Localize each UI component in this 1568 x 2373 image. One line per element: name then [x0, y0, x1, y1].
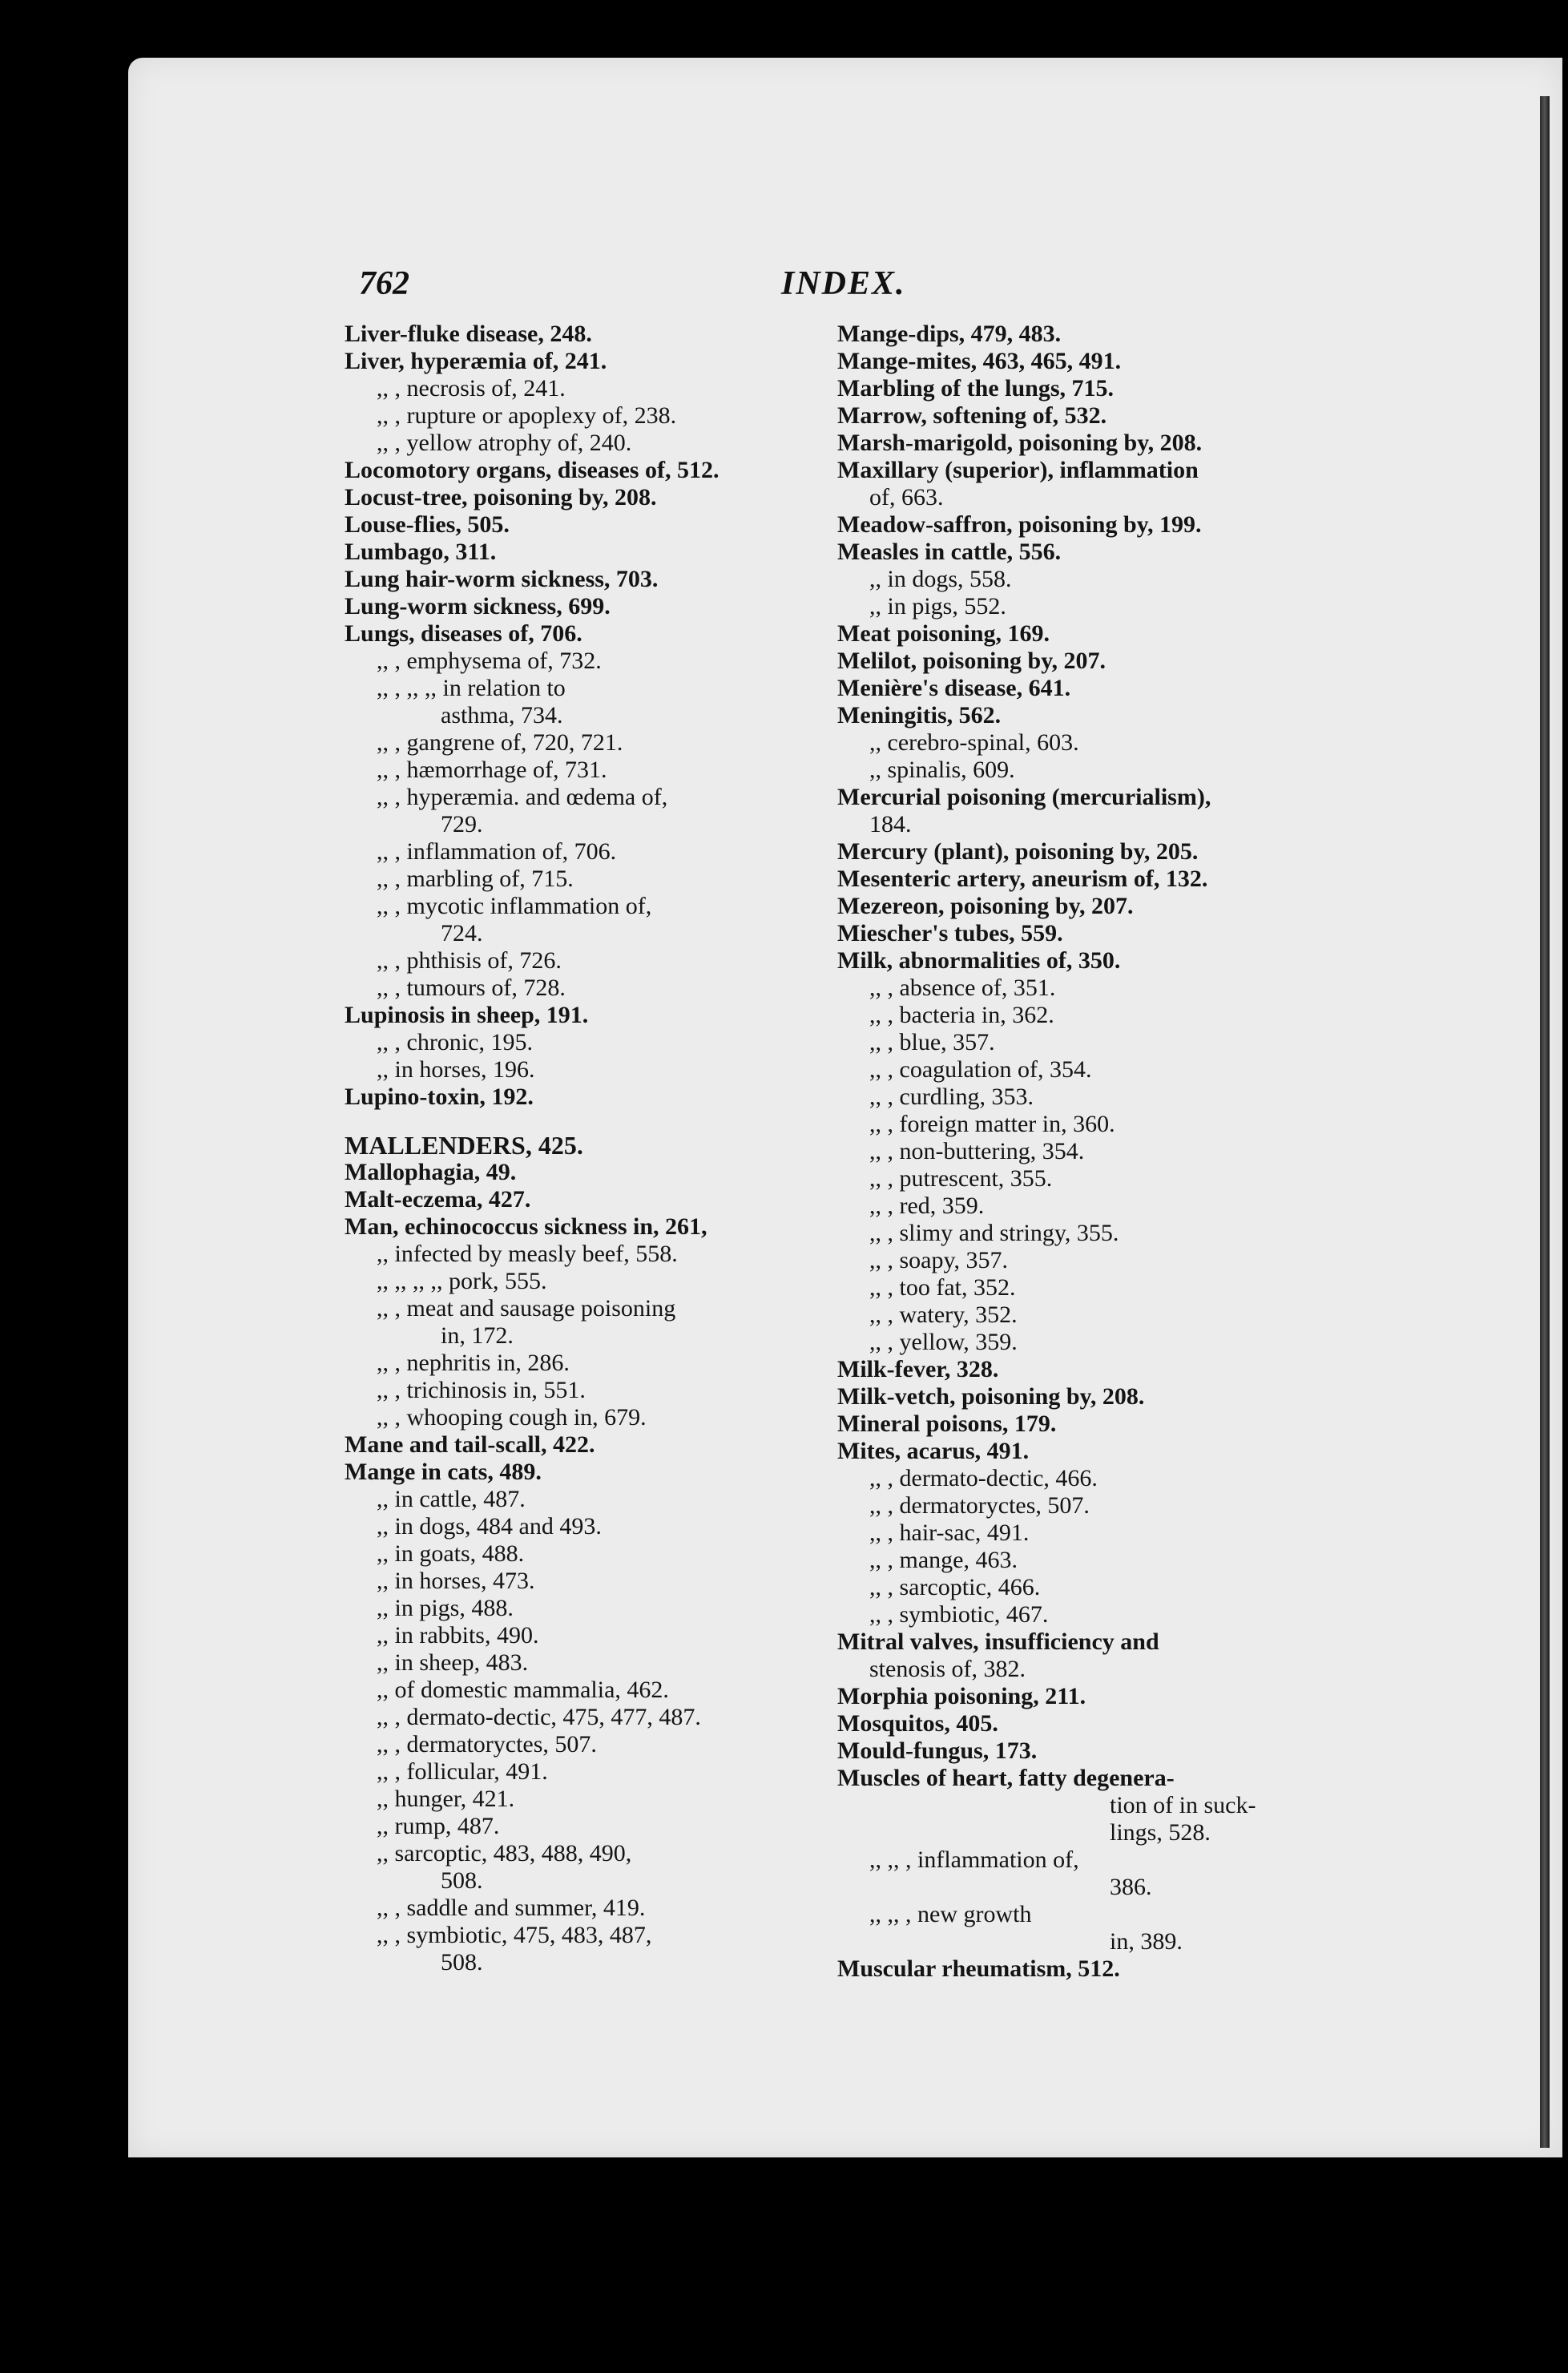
index-entry: ,, , red, 359.	[869, 1193, 985, 1219]
index-entry: ,, , mange, 463.	[869, 1547, 1018, 1573]
index-entry: ,, ,, ,, ,, pork, 555.	[377, 1268, 547, 1294]
index-entry: ,, , non-buttering, 354.	[869, 1138, 1085, 1164]
index-entry: ,, , coagulation of, 354.	[869, 1056, 1092, 1083]
index-entry: Muscles of heart, fatty degenera-	[837, 1765, 1175, 1791]
index-entry: tion of in suck-	[1110, 1792, 1256, 1818]
index-entry: Maxillary (superior), inflammation	[837, 457, 1199, 483]
index-entry: ,, , dermato-dectic, 475, 477, 487.	[377, 1704, 701, 1730]
index-entry: ,, , bacteria in, 362.	[869, 1002, 1054, 1028]
index-entry: Mitral valves, insufficiency and	[837, 1628, 1159, 1655]
index-entry: ,, , blue, 357.	[869, 1029, 995, 1055]
index-entry: ,, , absence of, 351.	[869, 975, 1056, 1001]
index-entry: Mesenteric artery, aneurism of, 132.	[837, 866, 1208, 892]
index-entry: Lung hair-worm sickness, 703.	[345, 566, 659, 592]
index-entry: ,, in horses, 196.	[377, 1056, 535, 1083]
index-entry: Mineral poisons, 179.	[837, 1410, 1057, 1437]
index-entry: 724.	[441, 920, 483, 946]
index-entry: Lumbago, 311.	[345, 539, 497, 565]
index-entry: ,, in horses, 473.	[377, 1568, 535, 1594]
index-entry: Measles in cattle, 556.	[837, 539, 1062, 565]
index-entry: in, 389.	[1110, 1928, 1183, 1955]
index-entry: ,, , soapy, 357.	[869, 1247, 1009, 1273]
index-entry: of, 663.	[869, 484, 944, 511]
index-entry: 184.	[869, 811, 912, 837]
index-entry: Milk-vetch, poisoning by, 208.	[837, 1383, 1145, 1410]
index-entry: Mezereon, poisoning by, 207.	[837, 893, 1134, 919]
index-entry: ,, , symbiotic, 467.	[869, 1601, 1049, 1628]
index-entry: ,, rump, 487.	[377, 1813, 500, 1839]
index-entry: ,, , watery, 352.	[869, 1302, 1018, 1328]
index-entry: Mane and tail-scall, 422.	[345, 1431, 595, 1458]
index-entry: ,, , necrosis of, 241.	[377, 375, 566, 402]
index-entry: ,, , meat and sausage poisoning	[377, 1295, 676, 1322]
index-entry: ,, , dermatoryctes, 507.	[377, 1731, 597, 1758]
index-entry: ,, , emphysema of, 732.	[377, 648, 602, 674]
index-entry: Mould-fungus, 173.	[837, 1737, 1038, 1764]
index-entry: ,, , yellow atrophy of, 240.	[377, 430, 632, 456]
index-entry: ,, in sheep, 483.	[377, 1649, 529, 1676]
index-entry: asthma, 734.	[441, 702, 563, 728]
index-entry: ,, in pigs, 488.	[377, 1595, 514, 1621]
index-entry: ,, in cattle, 487.	[377, 1486, 526, 1512]
index-entry: ,, , sarcoptic, 466.	[869, 1574, 1041, 1600]
index-entry: 386.	[1110, 1874, 1152, 1900]
index-entry: in, 172.	[441, 1322, 514, 1349]
index-entry: ,, , gangrene of, 720, 721.	[377, 729, 623, 756]
index-entry: ,, in dogs, 558.	[869, 566, 1012, 592]
index-entry: ,, in goats, 488.	[377, 1540, 525, 1567]
index-entry: Muscular rheumatism, 512.	[837, 1955, 1120, 1982]
index-entry: ,, , trichinosis in, 551.	[377, 1377, 586, 1403]
index-entry: Mites, acarus, 491.	[837, 1438, 1030, 1464]
index-entry: ,, , hair-sac, 491.	[869, 1519, 1030, 1546]
index-entry: ,, of domestic mammalia, 462.	[377, 1677, 669, 1703]
index-entry: ,, ,, , new growth	[869, 1901, 1032, 1927]
index-entry: ,, ,, , inflammation of,	[869, 1846, 1079, 1873]
index-entry: ,, , chronic, 195.	[377, 1029, 533, 1055]
index-entry: ,, , inflammation of, 706.	[377, 838, 617, 865]
index-entry: ,, , yellow, 359.	[869, 1329, 1018, 1355]
index-entry: Mange in cats, 489.	[345, 1459, 542, 1485]
index-entry: 729.	[441, 811, 483, 837]
index-entry: ,, , ,, ,, in relation to	[377, 675, 566, 701]
index-entry: Menière's disease, 641.	[837, 675, 1071, 701]
index-entry: Lupinosis in sheep, 191.	[345, 1002, 589, 1028]
index-entry: stenosis of, 382.	[869, 1656, 1026, 1682]
index-entry: ,, , mycotic inflammation of,	[377, 893, 652, 919]
index-entry: Meat poisoning, 169.	[837, 620, 1050, 647]
index-entry: ,, , hæmorrhage of, 731.	[377, 757, 607, 783]
index-entry: ,, , rupture or apoplexy of, 238.	[377, 402, 677, 429]
index-entry: Milk, abnormalities of, 350.	[837, 947, 1121, 974]
index-entry: ,, hunger, 421.	[377, 1786, 515, 1812]
index-entry: Mallophagia, 49.	[345, 1159, 517, 1185]
index-entry: ,, , dermato-dectic, 466.	[869, 1465, 1098, 1491]
index-entry: ,, , saddle and summer, 419.	[377, 1895, 646, 1921]
index-entry: ,, , slimy and stringy, 355.	[869, 1220, 1119, 1246]
index-entry: ,, , hyperæmia. and œdema of,	[377, 784, 668, 810]
book-spine-edge	[1540, 96, 1550, 2148]
index-entry: Miescher's tubes, 559.	[837, 920, 1063, 946]
index-entry: MALLENDERS, 425.	[345, 1131, 583, 1160]
index-entry: ,, , putrescent, 355.	[869, 1165, 1053, 1192]
index-entry: ,, sarcoptic, 483, 488, 490,	[377, 1840, 632, 1867]
index-entry: Locust-tree, poisoning by, 208.	[345, 484, 657, 511]
index-entry: ,, infected by measly beef, 558.	[377, 1241, 678, 1267]
index-entry: Morphia poisoning, 211.	[837, 1683, 1086, 1709]
index-entry: ,, , foreign matter in, 360.	[869, 1111, 1115, 1137]
index-entry: ,, in pigs, 552.	[869, 593, 1006, 619]
index-entry: Melilot, poisoning by, 207.	[837, 648, 1106, 674]
index-entry: Meningitis, 562.	[837, 702, 1002, 728]
index-entry: Man, echinococcus sickness in, 261,	[345, 1213, 707, 1240]
index-entry: ,, cerebro-spinal, 603.	[869, 729, 1079, 756]
index-entry: ,, , dermatoryctes, 507.	[869, 1492, 1090, 1519]
index-entry: ,, , tumours of, 728.	[377, 975, 566, 1001]
index-entry: ,, spinalis, 609.	[869, 757, 1015, 783]
index-entry: 508.	[441, 1949, 483, 1975]
index-entry: Mercurial poisoning (mercurialism),	[837, 784, 1211, 810]
index-entry: ,, , follicular, 491.	[377, 1758, 548, 1785]
index-entry: Marrow, softening of, 532.	[837, 402, 1107, 429]
index-entry: Mercury (plant), poisoning by, 205.	[837, 838, 1199, 865]
index-entry: ,, , curdling, 353.	[869, 1084, 1034, 1110]
index-entry: Louse-flies, 505.	[345, 511, 510, 538]
index-entry: ,, , too fat, 352.	[869, 1274, 1016, 1301]
index-entry: Mange-mites, 463, 465, 491.	[837, 348, 1122, 374]
index-entry: lings, 528.	[1110, 1819, 1211, 1846]
index-entry: 508.	[441, 1867, 483, 1894]
page-number: 762	[359, 265, 409, 302]
page-title: INDEX.	[781, 265, 906, 302]
index-entry: Mange-dips, 479, 483.	[837, 321, 1062, 347]
index-entry: ,, in rabbits, 490.	[377, 1622, 539, 1649]
index-entry: Locomotory organs, diseases of, 512.	[345, 457, 720, 483]
index-entry: Lupino-toxin, 192.	[345, 1084, 534, 1110]
index-entry: Lung-worm sickness, 699.	[345, 593, 611, 619]
index-entry: Lungs, diseases of, 706.	[345, 620, 582, 647]
index-entry: Marsh-marigold, poisoning by, 208.	[837, 430, 1203, 456]
index-entry: Milk-fever, 328.	[837, 1356, 999, 1382]
index-entry: Mosquitos, 405.	[837, 1710, 998, 1737]
index-entry: ,, , symbiotic, 475, 483, 487,	[377, 1922, 652, 1948]
index-entry: Malt-eczema, 427.	[345, 1186, 531, 1213]
index-entry: ,, , phthisis of, 726.	[377, 947, 562, 974]
index-entry: Marbling of the lungs, 715.	[837, 375, 1115, 402]
index-entry: ,, , whooping cough in, 679.	[377, 1404, 647, 1431]
index-column-left	[345, 321, 841, 1976]
index-entry: Meadow-saffron, poisoning by, 199.	[837, 511, 1202, 538]
index-entry: Liver-fluke disease, 248.	[345, 321, 592, 347]
index-entry: ,, in dogs, 484 and 493.	[377, 1513, 602, 1540]
index-entry: ,, , marbling of, 715.	[377, 866, 574, 892]
index-entry: Liver, hyperæmia of, 241.	[345, 348, 607, 374]
index-entry: ,, , nephritis in, 286.	[377, 1350, 570, 1376]
index-column-right	[837, 321, 1334, 1983]
